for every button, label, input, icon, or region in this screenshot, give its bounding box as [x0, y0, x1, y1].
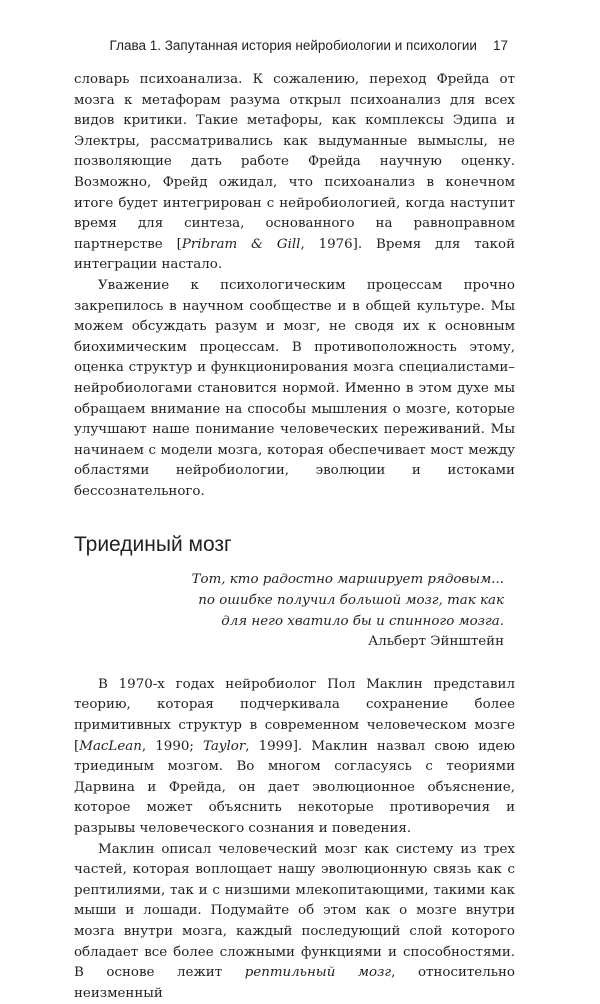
- page-body: [74, 70, 515, 1004]
- paragraph-4: [74, 840, 515, 1004]
- citation-maclean: MacLean: [79, 738, 142, 754]
- epigraph-line-3: для него хватило бы и спинного мозга.: [221, 613, 504, 629]
- epigraph-author: Альберт Эйнштейн: [368, 634, 504, 650]
- paragraph-3-text-c: , 1999]. Маклин назвал свою идею триединым мозгом. Во многом согласуясь с теориями Дарвина и Фрейда, он дает эволюционное объяснение, которое может объяснить некоторые противоречия и разрывы человеческого сознания и поведения.: [74, 738, 515, 836]
- citation-taylor: Taylor: [203, 738, 246, 754]
- term-reptilian-brain: рептильный мозг: [244, 965, 392, 981]
- epigraph: [74, 570, 515, 652]
- chapter-title: Глава 1. Запутанная история нейробиологии и психологии: [109, 38, 477, 53]
- section-title: Триединый мозг: [74, 533, 232, 557]
- paragraph-3-text-b: , 1990;: [141, 738, 204, 754]
- epigraph-line-2: по ошибке получил большой мозг, так как: [198, 593, 504, 609]
- paragraph-4-text-a: Маклин описал человеческий мозг как систему из трех частей, которая воплощает нашу эволюционную связь как с рептилиями, так и с низшими млекопитающими, такими как мыши и лошади. Подумайте об этом как о мозге внутри мозга внутри мозга, каждый последующий слой которого обладает все более сложными функциями и способностями. В основе лежит: [74, 841, 515, 981]
- paragraph-4-text-b: , относительно неизменный: [74, 965, 515, 1001]
- paragraph-2: Уважение к психологическим процессам прочно закрепилось в научном сообществе и в общей культуре. Мы можем обсуждать разум и мозг, не сводя их к основным биохимическим процессам. В противоположность этому, оценка структур и функционирования мозга специалистами–нейробиологами становится нормой. Именно в этом духе мы обращаем внимание на способы мышления о мозге, которые улучшают наше понимание человеческих переживаний. Мы начинаем с модели мозга, которая обеспечивает мост между областями нейробиологии, эволюции и истоками бессознательного.: [74, 277, 515, 499]
- paragraph-1: [74, 70, 515, 276]
- paragraph-3-text-a: В 1970-х годах нейробиолог Пол Маклин представил теорию, которая подчеркивала сохранение более примитивных структур в современном человеческом мозге [: [74, 676, 515, 754]
- citation-pribram-gill: Pribram & Gill: [181, 236, 301, 252]
- page-number: 17: [492, 38, 508, 53]
- paragraph-1-text-a: словарь психоанализа. К сожалению, переход Фрейда от мозга к метафорам разума открыл психоанализ для всех видов критики. Такие метафоры, как комплексы Эдипа и Электры, рассматривались как выдуманные вымыслы, не позволяющие дать работе Фрейда научную оценку. Возможно, Фрейд ожидал, что психоанализ в конечном итоге будет интегрирован с нейробиологией, когда наступит время для синтеза, основанного на равноправном партнерстве [: [74, 72, 515, 252]
- paragraph-3: [74, 675, 515, 840]
- paragraph-1-text-b: , 1976]. Время для такой интеграции настало.: [74, 236, 515, 273]
- running-head: [0, 38, 600, 53]
- epigraph-line-1: Тот, кто радостно марширует рядовым...: [191, 572, 504, 588]
